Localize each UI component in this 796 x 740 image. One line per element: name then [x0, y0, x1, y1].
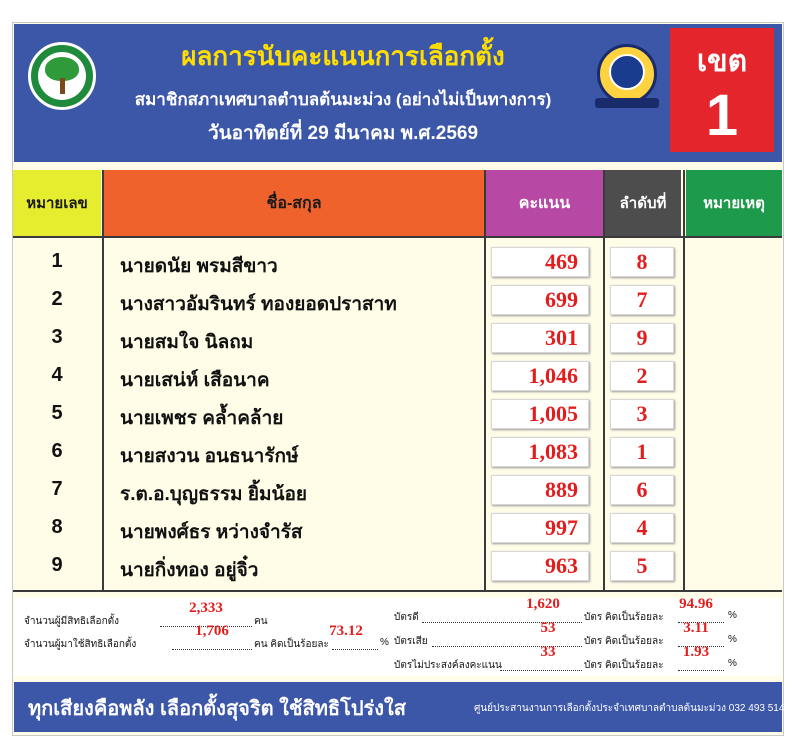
column-header-score: คะแนน	[486, 170, 603, 236]
footer-banner	[14, 682, 785, 732]
district-number: 1	[705, 83, 739, 148]
candidate-rank: 7	[610, 285, 674, 315]
candidate-score: 301	[491, 323, 589, 353]
percent-sign: %	[728, 658, 737, 669]
candidate-name: นายสมใจ นิลถม	[120, 332, 254, 353]
turnout-percent: 73.12	[329, 623, 363, 639]
candidate-score: 1,083	[491, 437, 589, 467]
candidate-score: 1,046	[491, 361, 589, 391]
table-bottom-divider	[13, 590, 782, 592]
candidate-rank: 2	[610, 361, 674, 391]
candidate-number: 7	[51, 478, 63, 500]
candidate-name: นายเสน่ห์ เสือนาค	[120, 370, 270, 391]
district-label: เขต	[696, 45, 748, 78]
table-row	[13, 281, 782, 319]
district-badge	[670, 28, 774, 152]
candidate-name: นายเพชร คล้ำคล้าย	[120, 408, 284, 429]
page-title: ผลการนับคะแนนการเลือกตั้ง	[181, 41, 505, 71]
no-vote-ballots-unit: บัตร คิดเป็นร้อยละ	[584, 660, 664, 671]
turnout-unit: คน คิดเป็นร้อยละ	[254, 639, 329, 650]
percent-sign: %	[728, 634, 737, 645]
candidate-name: นายสงวน อนธนารักษ์	[120, 446, 299, 467]
table-row	[13, 357, 782, 395]
good-ballots-label: บัตรดี	[394, 612, 419, 623]
percent-sign: %	[380, 637, 389, 648]
candidate-name: นายพงศ์ธร หว่างจำรัส	[120, 522, 303, 543]
candidate-score: 889	[491, 475, 589, 505]
good-ballots-unit: บัตร คิดเป็นร้อยละ	[584, 612, 664, 623]
candidate-number: 1	[51, 250, 63, 272]
candidate-number: 4	[51, 364, 63, 386]
column-header-rank: ลำดับที่	[605, 170, 681, 236]
candidate-name: นายกิ่งทอง อยู่จิ๋ว	[120, 560, 259, 581]
table-row	[13, 547, 782, 585]
good-ballots-value: 1,620	[526, 596, 560, 612]
vote-summary	[14, 598, 782, 676]
table-row	[13, 319, 782, 357]
candidate-score: 997	[491, 513, 589, 543]
candidate-score: 1,005	[491, 399, 589, 429]
candidate-score: 963	[491, 551, 589, 581]
municipality-tree-logo-icon	[28, 42, 96, 110]
candidate-rank: 1	[610, 437, 674, 467]
candidate-rank: 6	[610, 475, 674, 505]
candidate-score: 469	[491, 247, 589, 277]
table-row	[13, 471, 782, 509]
column-header-number: หมายเลข	[13, 170, 101, 236]
header-divider	[13, 236, 782, 238]
turnout-value: 1,706	[195, 623, 229, 639]
candidate-number: 2	[51, 288, 63, 310]
table-row	[13, 433, 782, 471]
column-header-name: ชื่อ-สกุล	[104, 170, 484, 236]
candidate-number: 8	[51, 516, 63, 538]
table-row	[13, 395, 782, 433]
candidate-number: 3	[51, 326, 63, 348]
candidate-name: นายดนัย พรมสีขาว	[120, 256, 278, 277]
good-ballots-percent: 94.96	[679, 596, 713, 612]
bad-ballots-percent: 3.11	[683, 620, 709, 636]
candidate-score: 699	[491, 285, 589, 315]
candidate-rank: 3	[610, 399, 674, 429]
footer-contact: ศูนย์ประสานงานการเลือกตั้งประจำเทศบาลตำบลต้นมะม่วง 032 493 514	[474, 703, 785, 714]
table-row	[13, 243, 782, 281]
footer-slogan: ทุกเสียงคือพลัง เลือกตั้งสุจริต ใช้สิทธิโปร่งใส	[28, 698, 407, 720]
column-header-note: หมายเหตุ	[686, 170, 782, 236]
candidate-rank: 8	[610, 247, 674, 277]
no-vote-ballots-percent: 1.93	[682, 644, 710, 660]
candidate-number: 6	[51, 440, 63, 462]
no-vote-ballots-value: 33	[540, 644, 556, 660]
bad-ballots-value: 53	[540, 620, 556, 636]
candidate-rank: 4	[610, 513, 674, 543]
candidate-rank: 5	[610, 551, 674, 581]
election-commission-seal-icon	[595, 40, 659, 112]
eligible-voters-unit: คน	[254, 616, 268, 627]
bad-ballots-unit: บัตร คิดเป็นร้อยละ	[584, 636, 664, 647]
no-vote-ballots-label: บัตรไม่ประสงค์ลงคะแนน	[394, 660, 502, 671]
candidate-number: 5	[51, 402, 63, 424]
bad-ballots-label: บัตรเสีย	[394, 636, 428, 647]
table-row	[13, 509, 782, 547]
candidate-rank: 9	[610, 323, 674, 353]
eligible-voters-label: จำนวนผู้มีสิทธิเลือกตั้ง	[24, 616, 119, 627]
election-date: วันอาทิตย์ที่ 29 มีนาคม พ.ศ.2569	[207, 123, 479, 144]
candidate-name: นางสาวอัมรินทร์ ทองยอดปราสาท	[120, 294, 397, 315]
candidate-number: 9	[51, 554, 63, 576]
candidate-name: ร.ต.อ.บุญธรรม ยิ้มน้อย	[120, 484, 308, 505]
page-subtitle: สมาชิกสภาเทศบาลตำบลต้นมะม่วง (อย่างไม่เป็นทางการ)	[134, 90, 552, 109]
turnout-label: จำนวนผู้มาใช้สิทธิเลือกตั้ง	[24, 639, 137, 650]
percent-sign: %	[728, 610, 737, 621]
eligible-voters-value: 2,333	[189, 600, 223, 616]
